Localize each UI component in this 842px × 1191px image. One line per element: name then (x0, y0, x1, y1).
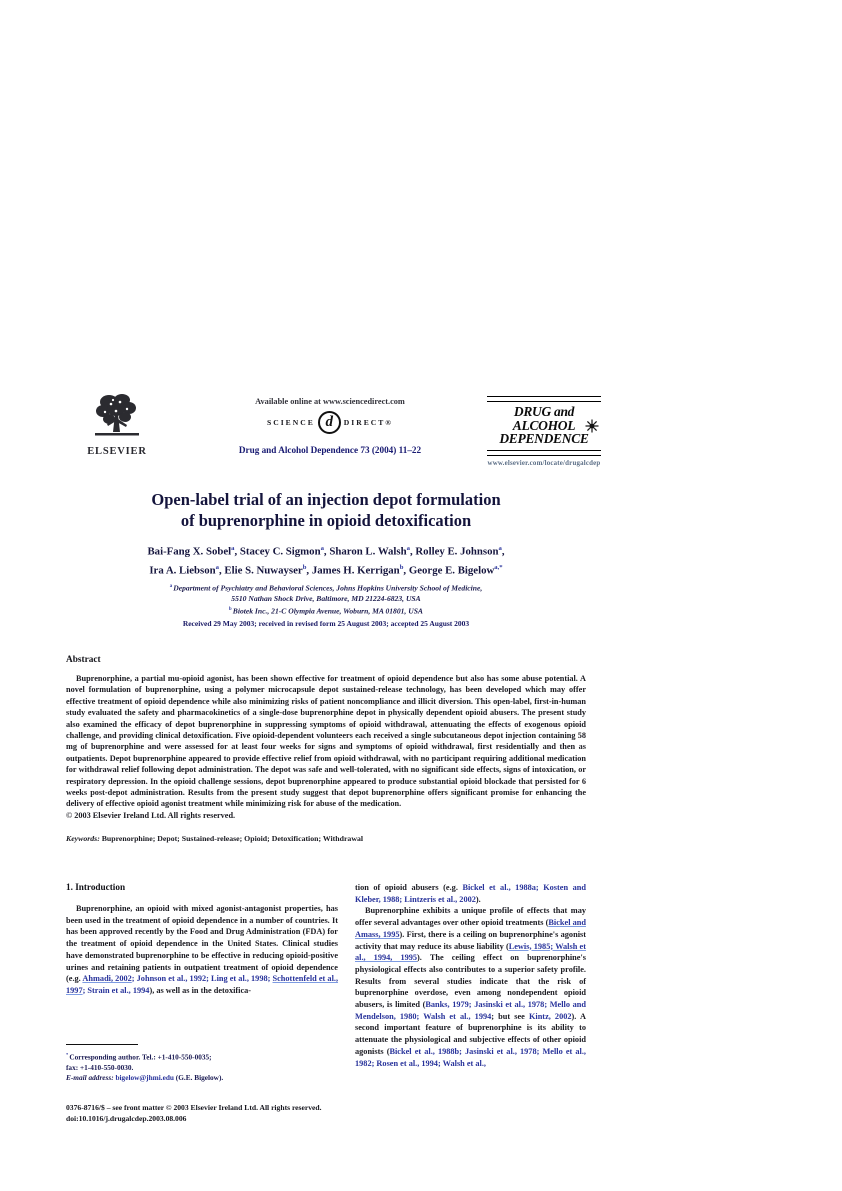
text-segment: (G.E. Bigelow). (173, 1072, 224, 1082)
elsevier-tree-icon (89, 427, 145, 444)
double-rule-bottom (487, 450, 601, 456)
keywords-line (66, 834, 586, 843)
text-segment: Buprenorphine exhibits a unique profile of effects that may offer several advantages over other opioid treatments ( (355, 906, 586, 928)
left-column (66, 882, 338, 1069)
text-segment: a (169, 584, 174, 589)
page-footer (66, 1103, 586, 1124)
citation-link[interactable]: Bickel et al., 1988a; Kosten and Kleber, 1988; Lintzeris et al., 2002 (355, 883, 586, 904)
text-segment: a,* (494, 563, 503, 571)
text-segment: * (66, 1052, 70, 1057)
text-segment: Biotek Inc., 21-C Olympia Avenue, Woburn, MA 01801, USA (232, 606, 423, 616)
footnote-line1 (66, 1050, 338, 1063)
article-title (66, 489, 586, 531)
doi-line: doi:10.1016/j.drugalcdep.2003.08.006 (66, 1113, 187, 1123)
affiliations (46, 582, 606, 617)
abstract-copyright: © 2003 Elsevier Ireland Ltd. All rights reserved. (66, 810, 236, 820)
journal-url-link[interactable]: www.elsevier.com/locate/drugalcdep (487, 459, 601, 467)
author-line1 (66, 541, 586, 560)
available-online-text: Available online at www.sciencedirect.com (255, 397, 405, 406)
elsevier-wordmark: ELSEVIER (87, 446, 147, 457)
text-segment: a (406, 545, 410, 552)
text-segment: b (399, 563, 404, 571)
text-segment: ). First, there is a ceiling on buprenorphine's agonist activity that may reduce its abuse liability ( (355, 929, 586, 951)
intro-paragraph-right-2 (355, 905, 586, 1069)
text-segment: ). The ceiling effect on buprenorphine's physiological effects also contributes to a superior safety profile. Results from several studies indicate that the risk of buprenorphine overdose, even among nondependent opioid abusers, is limited ( (355, 953, 587, 1010)
journal-name-line1: DRUG and (513, 404, 575, 419)
citation-link[interactable]: bigelow@jhmi.edu (115, 1072, 174, 1082)
introduction-heading: 1. Introduction (66, 882, 126, 892)
issn-copyright-line: 0376-8716/$ – see front matter © 2003 Elsevier Ireland Ltd. All rights reserved. (66, 1103, 322, 1112)
journal-name (487, 402, 601, 450)
text-segment: , James H. Kerrigan (306, 564, 400, 577)
citation-link[interactable]: Kintz, 2002 (528, 1011, 572, 1021)
intro-paragraph-right-1 (355, 882, 586, 905)
sciencedirect-d-icon: d (318, 411, 341, 434)
affiliation-a-line1 (46, 582, 606, 594)
text-segment: Corresponding author. Tel.: +1-410-550-0035; (69, 1052, 212, 1062)
introduction-columns (66, 882, 586, 1069)
citation-link[interactable]: ; Strain et al., 1994 (82, 985, 150, 995)
text-segment: b (302, 563, 307, 571)
text-segment: Bai-Fang X. Sobel (147, 545, 232, 558)
sciencedirect-direct-text: DIRECT® (343, 418, 393, 427)
text-segment: , (501, 545, 505, 558)
text-segment: a (498, 545, 502, 552)
article-title-line1: Open-label trial of an injection depot formulation (151, 490, 501, 509)
text-segment: Buprenorphine, an opioid with mixed agonist-antagonist properties, has been used in the treatment of opioid dependence in a number of countries. It has been approved recently by the Food and Drug Administration (FDA) for the treatment of opioid dependence in the United States. Clinical studies have demonstrated buprenorphine to be effective in reducing opioid-positive urines and retaining patients in outpatient treatment of opioid dependence (e.g. (66, 904, 338, 984)
text-segment: Keywords: (66, 834, 102, 844)
abstract-heading: Abstract (66, 655, 101, 665)
corresponding-author-footnote (66, 1044, 338, 1083)
text-segment: , Stacey C. Sigmon (234, 545, 321, 558)
text-segment: Department of Psychiatry and Behavioral Sciences, Johns Hopkins University School of Medicine, (173, 583, 483, 593)
article-title-line2: of buprenorphine in opioid detoxification (180, 511, 472, 530)
text-segment: b (228, 606, 233, 612)
text-segment: tion of opioid abusers (e.g. (355, 883, 463, 892)
text-segment: a (320, 545, 324, 552)
text-segment: ). (475, 894, 481, 904)
sciencedirect-science-text: SCIENCE (267, 418, 315, 427)
text-segment: ), as well as in the detoxifica- (149, 985, 252, 995)
text-segment: a (231, 545, 235, 552)
journal-citation: Drug and Alcohol Dependence 73 (2004) 11–22 (238, 445, 422, 455)
sciencedirect-logo[interactable] (196, 411, 464, 434)
text-segment: Ira A. Liebson (149, 564, 216, 577)
right-column (355, 882, 586, 1069)
citation-link[interactable]: ; Johnson et al., 1992; Ling et al., 1998; (131, 974, 273, 984)
journal-name-line2: ALCOHOL (512, 417, 576, 433)
citation-link[interactable]: Bickel and Amass, 1995 (355, 918, 586, 939)
received-dates: Received 29 May 2003; received in revised form 25 August 2003; accepted 25 August 2003 (182, 619, 470, 628)
elsevier-logo (82, 392, 152, 457)
abstract-section (66, 655, 586, 843)
text-segment: a (215, 563, 219, 571)
footnote-line2 (66, 1063, 338, 1073)
text-segment: , George E. Bigelow (403, 564, 495, 577)
text-segment: ). A second important feature of buprenorphine is its ability to attenuate the physiological and subjective effects of other opioid agonists ( (355, 1011, 587, 1056)
thistle-icon (585, 419, 599, 436)
footnote-rule (66, 1044, 138, 1045)
affiliation-a-line2 (46, 594, 606, 605)
journal-logo-box (487, 396, 601, 467)
journal-name-line3: DEPENDENCE (499, 431, 589, 446)
citation-link[interactable]: Schottenfeld et al., 1997 (66, 974, 339, 995)
citation-link[interactable]: Banks, 1979; Jasinski et al., 1978; Mello and Mendelson, 1980; Walsh et al., 1994 (355, 1000, 586, 1021)
citation-link[interactable]: Bickel et al., 1988b; Jasinski et al., 1978; Mello et al., 1982; Rosen et al., 1994; Walsh et al., (355, 1046, 586, 1068)
abstract-body: Buprenorphine, a partial mu-opioid agonist, has been shown effective for treatment of opioid dependence but also has some abuse potential. A novel formulation of buprenorphine, using a polymer microcapsule depot sustained-release technology, has been developed which may offer effective treatment of opioid dependence while also minimizing risks of patient noncompliance and illicit diversion. This open-label, first-in-human study evaluated the safety and pharmacokinetics of a single-dose buprenorphine depot in physically dependent opioid abusers. The present study also examined the efficacy of depot buprenorphine in suppressing symptoms of opioid withdrawal, attenuating the effects of exogenous opioid challenge, and providing clinical detoxification. Five opioid-dependent volunteers each received a single subcutaneous depot injection containing 58 mg of buprenorphine and were assessed for at least four weeks for signs and symptoms of opioid withdrawal, first residentially and then as outpatients. Depot buprenorphine appeared to provide effective relief from opioid withdrawal, with no participant requiring additional medication for withdrawal relief following depot administration. The depot was safe and well-tolerated, with no significant side effects, signs of intoxication, or respiratory depression. In the opioid challenge sessions, depot buprenorphine appeared to produce substantial opioid blockade that persisted for 6 weeks post-depot administration. Results from the present study suggest that depot buprenorphine offers significant promise for enhancing the delivery of effective opioid agonist treatment while minimizing risk for abuse of the medication. (66, 674, 586, 809)
text-segment: , Rolley E. Johnson (409, 545, 499, 558)
text-segment: , Sharon L. Walsh (323, 545, 407, 558)
text-segment: , Elie S. Nuwayser (219, 564, 303, 577)
header-center (196, 397, 464, 455)
citation-link[interactable]: Lewis, 1985; Walsh et al., 1994, 1995 (355, 941, 587, 963)
intro-paragraph-left (66, 903, 338, 997)
affiliation-b (46, 605, 606, 617)
text-segment: fax: +1-410-550-0030. (66, 1062, 134, 1072)
footnote-email-line (66, 1073, 338, 1083)
text-segment: Buprenorphine; Depot; Sustained-release; Opioid; Detoxification; Withdrawal (101, 834, 364, 844)
text-segment: E-mail address: (66, 1072, 116, 1082)
author-list (66, 541, 586, 578)
text-segment: 5510 Nathan Shock Drive, Baltimore, MD 21224-6823, USA (231, 594, 421, 604)
text-segment: ; but see (491, 1011, 529, 1021)
citation-link[interactable]: Ahmadi, 2002 (82, 974, 132, 984)
author-line2 (66, 560, 586, 579)
